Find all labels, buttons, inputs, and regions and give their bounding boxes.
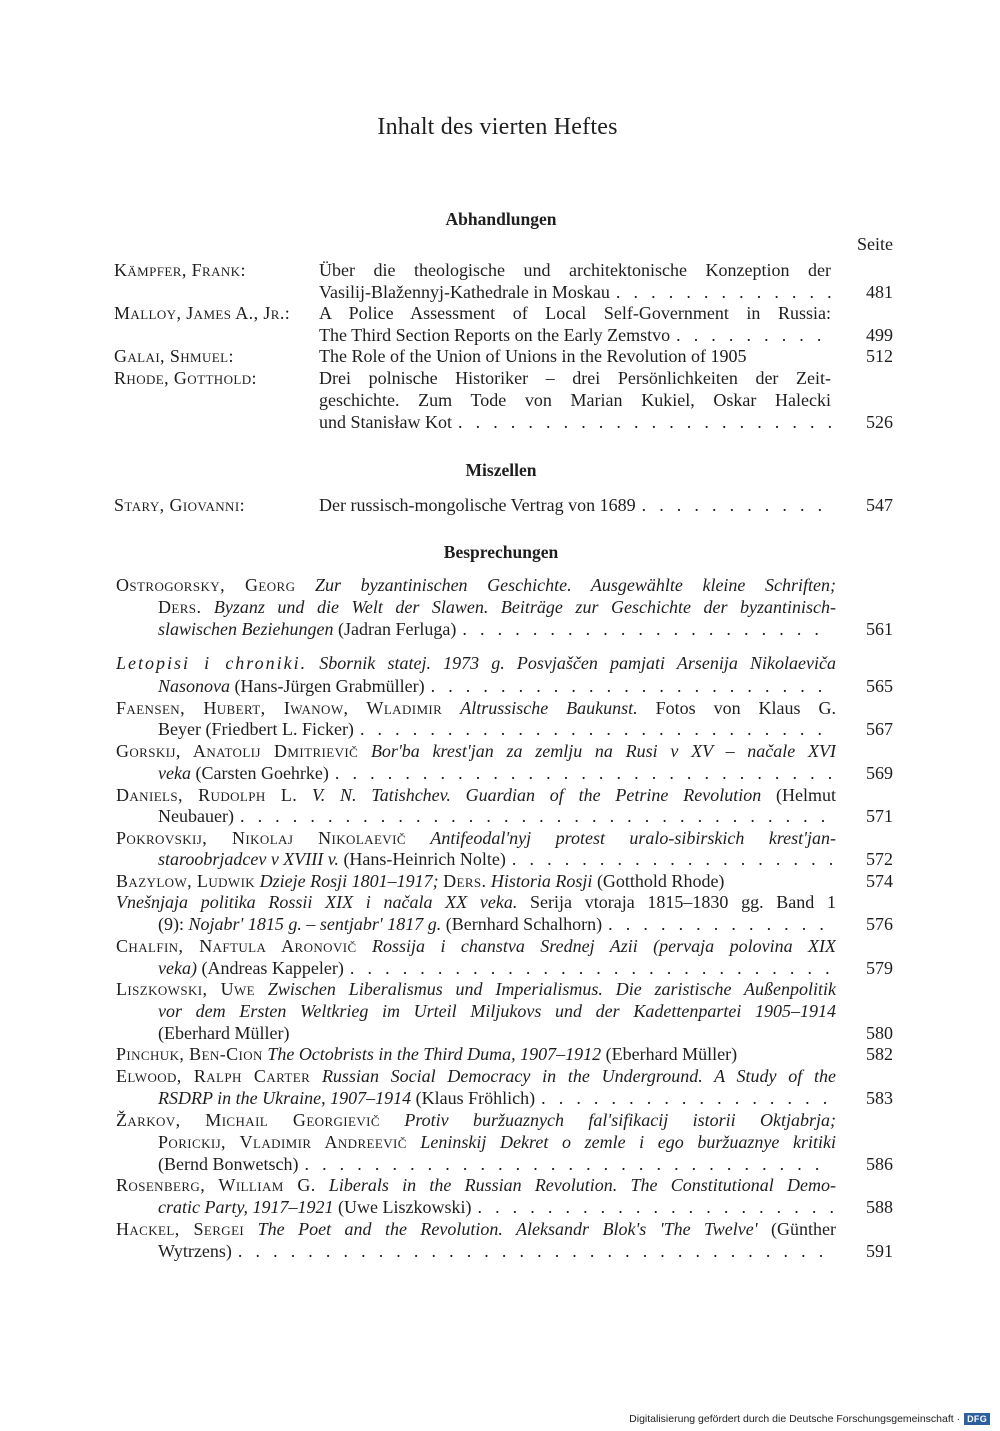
footer-text: Digitalisierung gefördert durch die Deutsche Forschungsgemeinschaft · <box>629 1413 961 1425</box>
toc-title-text: Der russisch-mongolische Vertrag von 1689 <box>319 495 636 515</box>
review-line: Letopisi i chroniki. Sbornik statej. 1973 g. Posvjaščen pamjati Arsenija Nikolaeviča <box>116 653 836 673</box>
toc-page-number: 512 <box>866 346 893 366</box>
dot-leader <box>616 281 833 303</box>
toc-page-number: 547 <box>866 495 893 515</box>
dot-leader <box>238 1240 833 1262</box>
toc-page-number: 591 <box>866 1241 893 1261</box>
toc-title-text: Vasilij-Blažennyj-Kathedrale in Moskau <box>319 282 610 302</box>
toc-title-line <box>319 411 833 433</box>
review-line: Ostrogorsky, Georg Zur byzantinischen Geschichte. Ausgewählte kleine Schriften; <box>116 575 836 595</box>
dot-leader <box>676 324 833 346</box>
digitization-footer <box>585 1411 990 1427</box>
review-line: Žarkov, Michail Georgievič Protiv buržuaznych fal'sifikacij istorii Oktjabrja; <box>116 1110 836 1130</box>
toc-title-line <box>319 494 833 516</box>
section-heading-abhandlungen: Abhandlungen <box>445 209 557 229</box>
review-line: RSDRP in the Ukraine, 1907–1914 (Klaus Fröhlich) . . . <box>158 1087 833 1109</box>
toc-title-line: A Police Assessment of Local Self-Government in Russia: <box>319 303 831 323</box>
review-line: Pinchuk, Ben-Cion The Octobrists in the Third Duma, 1907–1912 (Eberhard Müller) <box>116 1044 738 1064</box>
dot-leader <box>240 805 833 827</box>
review-line: Daniels, Rudolph L. V. N. Tatishchev. Guardian of the Petrine Revolution (Helmut <box>116 785 836 805</box>
toc-page-number: 499 <box>866 325 893 345</box>
dot-leader <box>431 675 833 697</box>
toc-title-line: Drei polnische Historiker – drei Persönlichkeiten der Zeit- <box>319 368 831 388</box>
review-line: (Bernd Bonwetsch) . . . <box>158 1153 833 1175</box>
review-line: Nasonova (Hans-Jürgen Grabmüller) . . . <box>158 675 833 697</box>
dot-leader <box>541 1087 833 1109</box>
review-line: Vnešnjaja politika Rossii XIX i načala XX veka. Serija vtoraja 1815–1830 gg. Band 1 <box>116 892 836 912</box>
toc-author: Galai, Shmuel: <box>114 346 234 366</box>
toc-page-number: 481 <box>866 282 893 302</box>
page-title: Inhalt des vierten Heftes <box>377 114 618 140</box>
review-line: veka (Carsten Goehrke) . . . <box>158 762 833 784</box>
review-line: Bazylow, Ludwik Dzieje Rosji 1801–1917; Ders. Historia Rosji (Gotthold Rhode) <box>116 871 725 891</box>
toc-title-text: The Third Section Reports on the Early Zemstvo <box>319 325 671 345</box>
review-line: Pokrovskij, Nikolaj Nikolaevič Antifeodal'nyj protest uralo-sibirskich krest'jan- <box>116 828 836 848</box>
review-line: Beyer (Friedbert L. Ficker) . . . <box>158 718 833 740</box>
toc-page-number: 574 <box>866 871 893 891</box>
toc-page-number: 526 <box>866 412 893 432</box>
dot-leader <box>360 718 833 740</box>
dot-leader <box>512 848 833 870</box>
toc-page-number: 582 <box>866 1044 893 1064</box>
review-line: Faensen, Hubert, Iwanow, Wladimir Altrussische Baukunst. Fotos von Klaus G. <box>116 698 836 718</box>
toc-title-line <box>319 281 833 303</box>
toc-page-number: 583 <box>866 1088 893 1108</box>
review-line: Hackel, Sergei The Poet and the Revolution. Aleksandr Blok's 'The Twelve' (Günther <box>116 1219 836 1239</box>
toc-author: Rhode, Gotthold: <box>114 368 257 388</box>
review-line: Ders. Byzanz und die Welt der Slawen. Beiträge zur Geschichte der byzantinisch- <box>158 597 836 617</box>
review-line: cratic Party, 1917–1921 (Uwe Liszkowski) . . . <box>158 1196 833 1218</box>
dot-leader <box>462 618 833 640</box>
toc-page-number: 576 <box>866 914 893 934</box>
dot-leader <box>642 494 833 516</box>
toc-page-number: 580 <box>866 1023 893 1043</box>
toc-page-number: 579 <box>866 958 893 978</box>
toc-page-number: 588 <box>866 1197 893 1217</box>
review-line: Elwood, Ralph Carter Russian Social Democracy in the Underground. A Study of the <box>116 1066 836 1086</box>
toc-title-text: und Stanisław Kot <box>319 412 452 432</box>
dot-leader <box>304 1153 833 1175</box>
review-line: Chalfin, Naftula Aronovič Rossija i chanstva Srednej Azii (pervaja polovina XIX <box>116 936 836 956</box>
toc-page-number: 569 <box>866 763 893 783</box>
toc-title-line: The Role of the Union of Unions in the Revolution of 1905 <box>319 346 747 366</box>
review-line: veka) (Andreas Kappeler) . . . <box>158 957 833 979</box>
review-line: vor dem Ersten Weltkrieg im Urteil Miljukovs und der Kadettenpartei 1905–1914 <box>158 1001 836 1021</box>
toc-page-number: 586 <box>866 1154 893 1174</box>
review-line: (Eberhard Müller) <box>158 1023 290 1043</box>
toc-title-line: Über die theologische und architektonische Konzeption der <box>319 260 831 280</box>
dot-leader <box>335 762 833 784</box>
section-heading-miszellen: Miszellen <box>465 460 537 480</box>
review-line: Neubauer) . . . <box>158 805 833 827</box>
review-line: Porickij, Vladimir Andreevič Leninskij Dekret o zemle i ego buržuaznye kritiki <box>158 1132 836 1152</box>
toc-author: Stary, Giovanni: <box>114 495 245 515</box>
toc-page-number: 571 <box>866 806 893 826</box>
dot-leader <box>458 411 833 433</box>
toc-title-line <box>319 324 833 346</box>
toc-author: Kämpfer, Frank: <box>114 260 246 280</box>
dot-leader <box>477 1196 833 1218</box>
toc-author: Malloy, James A., Jr.: <box>114 303 291 323</box>
dot-leader <box>608 913 833 935</box>
toc-page-number: 572 <box>866 849 893 869</box>
review-line: Liszkowski, Uwe Zwischen Liberalismus und Imperialismus. Die zaristische Außenpolitik <box>116 979 836 999</box>
section-heading-besprechungen: Besprechungen <box>443 542 559 562</box>
review-line: slawischen Beziehungen (Jadran Ferluga) . . . <box>158 618 833 640</box>
page-column-label: Seite <box>857 234 893 254</box>
toc-title-line: geschichte. Zum Tode von Marian Kukiel, Oskar Halecki <box>319 390 831 410</box>
review-line: (9): Nojabr' 1815 g. – sentjabr' 1817 g. (Bernhard Schalhorn) . . . <box>158 913 833 935</box>
toc-page-number: 567 <box>866 719 893 739</box>
review-line: Rosenberg, William G. Liberals in the Russian Revolution. The Constitutional Demo- <box>116 1175 836 1195</box>
toc-page-number: 565 <box>866 676 893 696</box>
review-line: staroobrjadcev v XVIII v. (Hans-Heinrich Nolte) . . . <box>158 848 833 870</box>
review-line: Wytrzens) . . . <box>158 1240 833 1262</box>
review-line: Gorskij, Anatolij Dmitrievič Bor'ba krest'jan za zemlju na Rusi v XV – načale XVI <box>116 741 836 761</box>
toc-page-number: 561 <box>866 619 893 639</box>
dot-leader <box>350 957 833 979</box>
dfg-logo: DFG <box>964 1413 990 1425</box>
